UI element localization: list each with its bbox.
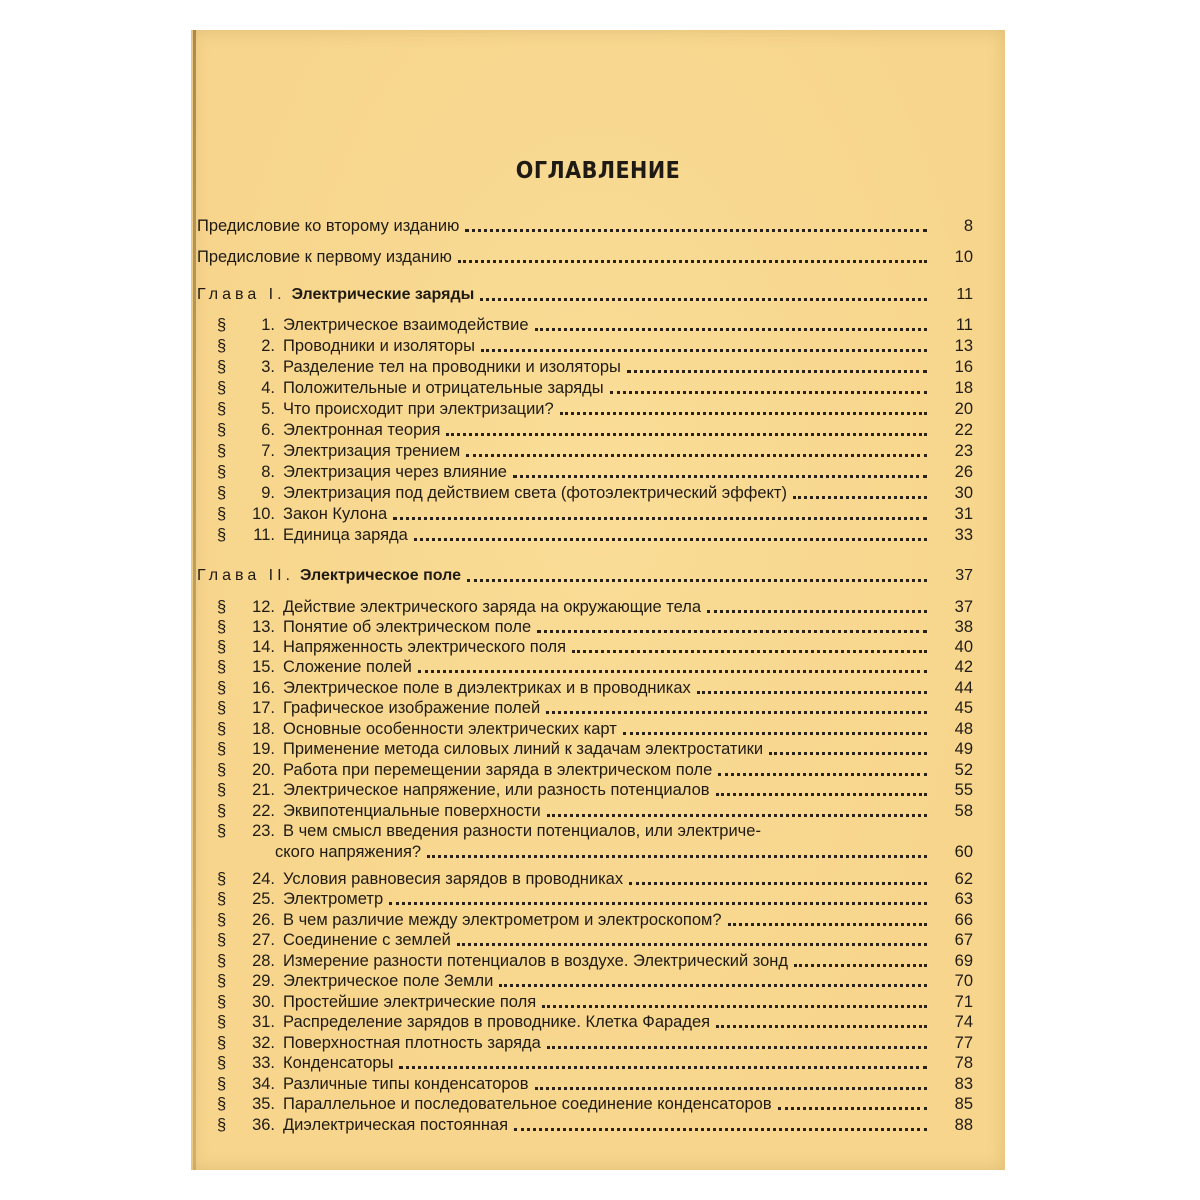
section-sign: §: [217, 618, 227, 636]
section-title: Электризация трением: [283, 442, 461, 460]
chapter-label: Глава I.: [197, 286, 286, 303]
toc-entry: [217, 615, 973, 637]
page-number: 8: [963, 217, 973, 235]
section-number: 11.: [253, 526, 275, 544]
toc-entry: [217, 676, 973, 698]
toc-entry: [217, 840, 973, 862]
section-number: 32.: [252, 1034, 275, 1052]
section-number: 7.: [261, 442, 275, 460]
section-number: 19.: [252, 740, 275, 758]
section-sign: §: [217, 1034, 227, 1052]
toc-entry: [217, 481, 973, 503]
page-number: 85: [954, 1095, 973, 1113]
page-number: 74: [954, 1013, 973, 1031]
section-sign: §: [217, 740, 227, 758]
section-number: 26.: [252, 911, 275, 929]
dot-leader: [393, 511, 927, 520]
section-title: Напряженность электрического поля: [283, 638, 567, 656]
page-number: 69: [954, 952, 973, 970]
section-sign: §: [217, 598, 227, 616]
section-number: 34.: [252, 1075, 275, 1093]
page-number: 60: [954, 843, 973, 861]
dot-leader: [572, 644, 927, 653]
section-number: 23.: [252, 822, 275, 840]
dot-leader: [769, 746, 927, 755]
dot-leader: [560, 406, 927, 415]
section-number: 20.: [252, 761, 275, 779]
section-title: Положительные и отрицательные заряды: [283, 379, 604, 397]
page-number: 70: [954, 972, 973, 990]
toc-entry: [217, 908, 973, 930]
page-number: 26: [954, 463, 973, 481]
section-number: 6.: [261, 421, 275, 439]
toc-entry: [217, 737, 973, 759]
dot-leader: [535, 1081, 928, 1090]
page-number: 58: [954, 802, 973, 820]
section-title: Параллельное и последовательное соединение конденсаторов: [283, 1095, 772, 1113]
dot-leader: [465, 223, 927, 232]
page-number: 44: [954, 679, 973, 697]
section-title: Основные особенности электрических карт: [283, 720, 617, 738]
toc-entry: [217, 376, 973, 398]
toc-entry: [217, 867, 973, 889]
section-number: 25.: [252, 890, 275, 908]
section-title: Диэлектрическая постоянная: [283, 1116, 509, 1134]
section-number: 31.: [252, 1013, 275, 1031]
dot-leader: [481, 343, 927, 352]
book-page: [191, 30, 1005, 1170]
dot-leader: [389, 896, 927, 905]
section-title: Различные типы конденсаторов: [283, 1075, 529, 1093]
section-sign: §: [217, 870, 227, 888]
toc-entry: [217, 990, 973, 1012]
toc-entry: [217, 1113, 973, 1135]
section-sign: §: [217, 679, 227, 697]
section-title: Эквипотенциальные поверхности: [283, 802, 541, 820]
section-number: 8.: [261, 463, 275, 481]
dot-leader: [793, 490, 927, 499]
page-number: 37: [954, 598, 973, 616]
dot-leader: [697, 685, 927, 694]
section-title: Электризация под действием света (фотоэлектрический эффект): [283, 484, 787, 502]
dot-leader: [547, 808, 927, 817]
section-number: 18.: [252, 720, 275, 738]
dot-leader: [716, 787, 927, 796]
entry-title: Предисловие к первому изданию: [197, 248, 452, 266]
dot-leader: [623, 726, 927, 735]
section-sign: §: [217, 400, 227, 418]
section-title: Простейшие электрические поля: [283, 993, 537, 1011]
page-number: 13: [954, 337, 973, 355]
page-number: 30: [954, 484, 973, 502]
section-number: 35.: [252, 1095, 275, 1113]
page-number: 78: [954, 1054, 973, 1072]
section-title: Измерение разности потенциалов в воздухе. Электрический зонд: [283, 952, 789, 970]
section-number: 12.: [252, 598, 275, 616]
dot-leader: [546, 705, 927, 714]
toc-entry: [217, 397, 973, 419]
section-sign: §: [217, 658, 227, 676]
dot-leader: [514, 1122, 927, 1131]
section-number: 21.: [252, 781, 275, 799]
section-sign: §: [217, 1054, 227, 1072]
dot-leader: [629, 876, 927, 885]
toc-entry: [217, 1051, 973, 1073]
dot-leader: [466, 448, 927, 457]
section-title: Применение метода силовых линий к задачам электростатики: [283, 740, 764, 758]
section-number: 1.: [261, 316, 275, 334]
toc-entry: [217, 1031, 973, 1053]
section-title: Понятие об электрическом поле: [283, 618, 532, 636]
dot-leader: [535, 322, 927, 331]
section-number: 33.: [252, 1054, 275, 1072]
toc-entry: [217, 313, 973, 335]
section-title: Электронная теория: [283, 421, 441, 439]
section-sign: §: [217, 931, 227, 949]
page-number: 83: [954, 1075, 973, 1093]
toc-entry: [217, 523, 973, 545]
dot-leader: [399, 1060, 927, 1069]
page-number: 31: [954, 505, 973, 523]
toc-entry: [217, 717, 973, 739]
page-number: 20: [954, 400, 973, 418]
toc-entry: [217, 819, 973, 841]
dot-leader: [728, 917, 927, 926]
section-sign: §: [217, 720, 227, 738]
dot-leader: [610, 385, 927, 394]
chapter-title: Электрическое поле: [300, 567, 461, 584]
section-sign: §: [217, 358, 227, 376]
dot-leader: [414, 532, 927, 541]
page-number: 71: [954, 993, 973, 1011]
page-number: 33: [954, 526, 973, 544]
section-title: Распределение зарядов в проводнике. Клетка Фарадея: [283, 1013, 711, 1031]
dot-leader: [707, 604, 927, 613]
section-sign: §: [217, 337, 227, 355]
dot-leader: [513, 469, 927, 478]
toc-entry: [217, 635, 973, 657]
section-sign: §: [217, 972, 227, 990]
section-number: 27.: [252, 931, 275, 949]
toc-entry: [197, 214, 973, 236]
section-title: Закон Кулона: [283, 505, 388, 523]
section-title: В чем различие между электрометром и электроскопом?: [283, 911, 722, 929]
section-number: 13.: [252, 618, 275, 636]
page-number: 42: [954, 658, 973, 676]
dot-leader: [427, 849, 927, 858]
section-title: Единица заряда: [283, 526, 408, 544]
section-title: Соединение с землей: [283, 931, 451, 949]
section-title: Действие электрического заряда на окружающие тела: [283, 598, 702, 616]
toc-entry: [217, 696, 973, 718]
section-title: Электризация через влияние: [283, 463, 507, 481]
section-number: 4.: [261, 379, 275, 397]
section-title-continued: ского напряжения?: [275, 843, 422, 861]
section-sign: §: [217, 781, 227, 799]
page-number: 11: [955, 316, 973, 334]
section-title: Поверхностная плотность заряда: [283, 1034, 541, 1052]
section-title: Электрическое взаимодействие: [283, 316, 529, 334]
section-sign: §: [217, 1095, 227, 1113]
section-title: Что происходит при электризации?: [283, 400, 554, 418]
section-number: 16.: [252, 679, 275, 697]
section-number: 15.: [252, 658, 275, 676]
dot-leader: [418, 664, 927, 673]
toc-entry: [217, 595, 973, 617]
page-number: 55: [954, 781, 973, 799]
section-sign: §: [217, 638, 227, 656]
toc-entry: [217, 460, 973, 482]
chapter-title: Электрические заряды: [291, 286, 475, 303]
dot-leader: [446, 427, 927, 436]
section-sign: §: [217, 316, 227, 334]
section-sign: §: [217, 463, 227, 481]
dot-leader: [778, 1101, 927, 1110]
section-number: 30.: [252, 993, 275, 1011]
toc-entry: [217, 1072, 973, 1094]
section-number: 22.: [252, 802, 275, 820]
page-number: 63: [954, 890, 973, 908]
section-number: 24.: [252, 870, 275, 888]
section-number: 14.: [252, 638, 275, 656]
toc-entry: [217, 928, 973, 950]
section-title: Условия равновесия зарядов в проводниках: [283, 870, 624, 888]
dot-leader: [458, 254, 927, 263]
toc-entry: [197, 283, 973, 305]
section-sign: §: [217, 1075, 227, 1093]
page-number: 45: [954, 699, 973, 717]
page-number: 77: [954, 1034, 973, 1052]
section-sign: §: [217, 526, 227, 544]
section-number: 9.: [261, 484, 275, 502]
section-number: 2.: [261, 337, 275, 355]
section-sign: §: [217, 993, 227, 1011]
dot-leader: [718, 767, 927, 776]
page-number: 10: [954, 248, 973, 266]
page-number: 22: [954, 421, 973, 439]
toc-entry: [217, 778, 973, 800]
section-sign: §: [217, 484, 227, 502]
section-number: 17.: [252, 699, 275, 717]
page-number: 23: [954, 442, 973, 460]
section-title: Работа при перемещении заряда в электрическом поле: [283, 761, 713, 779]
section-title: В чем смысл введения разности потенциалов, или электриче-: [283, 822, 761, 840]
section-sign: §: [217, 761, 227, 779]
toc-entry: [217, 439, 973, 461]
section-sign: §: [217, 379, 227, 397]
section-number: 28.: [252, 952, 275, 970]
dot-leader: [767, 831, 927, 837]
dot-leader: [537, 624, 927, 633]
section-sign: §: [217, 1116, 227, 1134]
page-number: 48: [954, 720, 973, 738]
toc-entry: [217, 887, 973, 909]
page-number: 40: [954, 638, 973, 656]
entry-title: Предисловие ко второму изданию: [197, 217, 460, 235]
page-number: 49: [954, 740, 973, 758]
section-number: 10.: [252, 505, 275, 523]
dot-leader: [716, 1019, 927, 1028]
toc-entry: [217, 949, 973, 971]
section-sign: §: [217, 421, 227, 439]
page-number: 37: [955, 567, 973, 584]
section-number: 29.: [252, 972, 275, 990]
toc-entry: [217, 334, 973, 356]
toc-entry: [217, 502, 973, 524]
dot-leader: [794, 958, 927, 967]
section-sign: §: [217, 802, 227, 820]
section-title: Электрическое поле в диэлектриках и в проводниках: [283, 679, 691, 697]
section-sign: §: [217, 442, 227, 460]
page-title: ОГЛАВЛЕНИЕ: [515, 158, 681, 184]
dot-leader: [457, 937, 927, 946]
toc-entry: [217, 355, 973, 377]
page-number: 66: [954, 911, 973, 929]
section-sign: §: [217, 822, 227, 840]
section-title: Графическое изображение полей: [283, 699, 541, 717]
page-number: 18: [954, 379, 973, 397]
dot-leader: [542, 999, 927, 1008]
toc-entry: [217, 758, 973, 780]
chapter-label: Глава II.: [197, 567, 294, 584]
dot-leader: [547, 1040, 927, 1049]
section-sign: §: [217, 699, 227, 717]
section-sign: §: [217, 1013, 227, 1031]
section-number: 3.: [261, 358, 275, 376]
toc-entry: [217, 969, 973, 991]
toc-entry: [217, 1092, 973, 1114]
section-title: Электрометр: [283, 890, 384, 908]
toc-entry: [217, 1010, 973, 1032]
section-number: 36.: [252, 1116, 275, 1134]
toc-entry: [217, 799, 973, 821]
dot-leader: [480, 292, 927, 301]
dot-leader: [467, 573, 927, 582]
section-sign: §: [217, 505, 227, 523]
section-title: Проводники и изоляторы: [283, 337, 475, 355]
toc-entry: [217, 655, 973, 677]
toc-entry: [197, 245, 973, 267]
section-title: Электрическое напряжение, или разность потенциалов: [283, 781, 710, 799]
page-number: 62: [954, 870, 973, 888]
section-sign: §: [217, 890, 227, 908]
dot-leader: [499, 978, 927, 987]
section-title: Электрическое поле Земли: [283, 972, 494, 990]
page-number: 52: [954, 761, 973, 779]
toc-entry: [197, 564, 973, 586]
page-number: 88: [954, 1116, 973, 1134]
page-number: 16: [954, 358, 973, 376]
section-title: Сложение полей: [283, 658, 412, 676]
section-sign: §: [217, 911, 227, 929]
page-number: 11: [956, 286, 973, 303]
page-number: 38: [954, 618, 973, 636]
section-number: 5.: [261, 400, 275, 418]
dot-leader: [627, 364, 927, 373]
section-sign: §: [217, 952, 227, 970]
section-title: Разделение тел на проводники и изоляторы: [283, 358, 621, 376]
page-number: 67: [954, 931, 973, 949]
section-title: Конденсаторы: [283, 1054, 394, 1072]
toc-entry: [217, 418, 973, 440]
